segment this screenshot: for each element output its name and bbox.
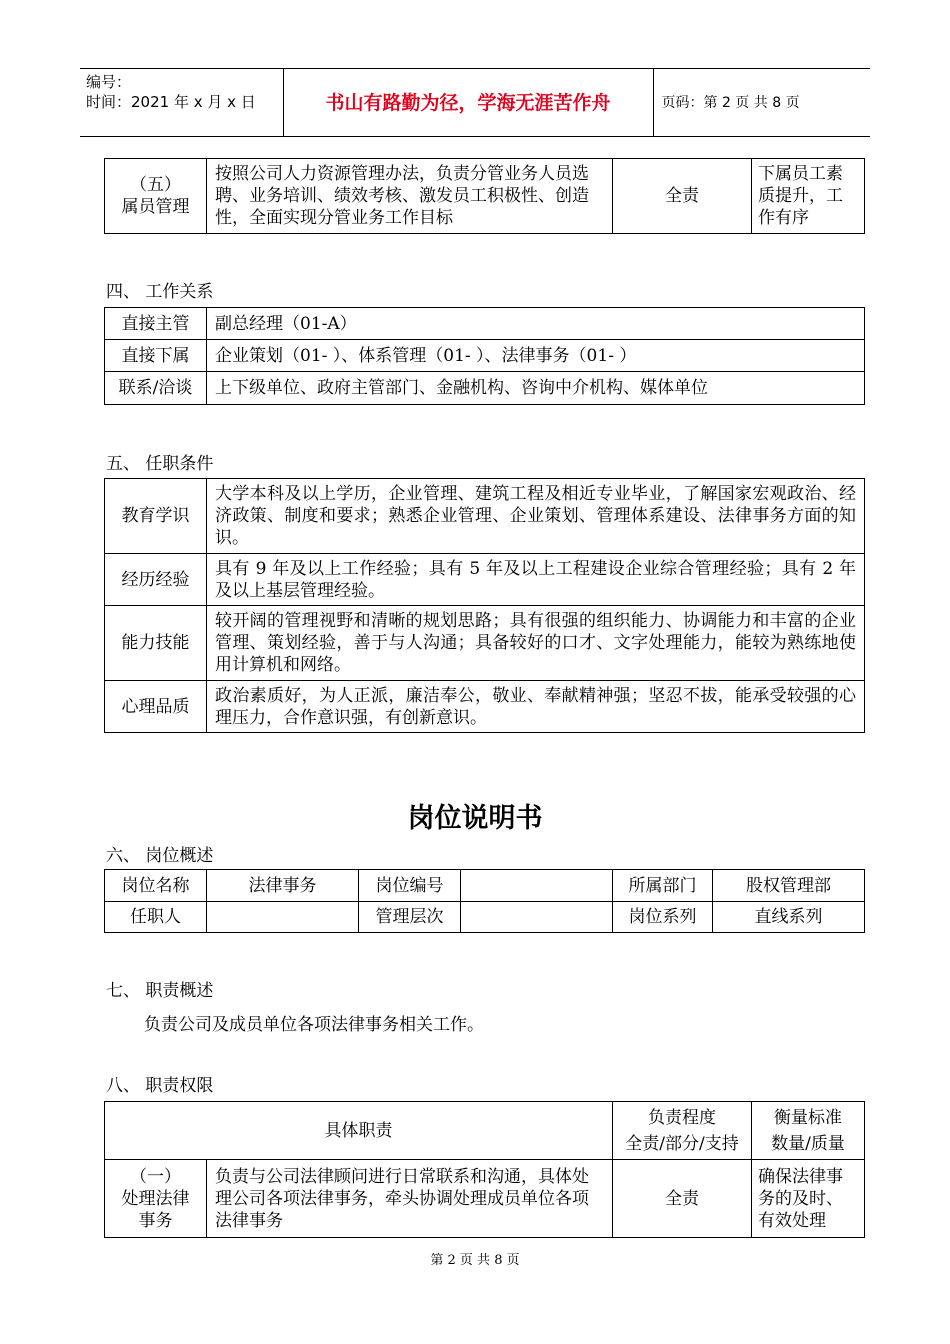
qualification-row	[105, 606, 865, 681]
overview-row	[105, 902, 865, 933]
duty-desc: 按照公司人力资源管理办法，负责分管业务人员选聘、业务培训、绩效考核、激发员工积极性、创造性，全面实现分管业务工作目标	[207, 159, 613, 234]
qualification-row	[105, 681, 865, 733]
header-duty: 具体职责	[105, 1102, 613, 1160]
duty-row	[105, 1160, 865, 1238]
overview-cell: 岗位名称	[105, 870, 207, 902]
duty-authority-table	[104, 1101, 865, 1238]
page-footer: 第 2 页 共 8 页	[430, 1253, 520, 1268]
relation-row	[105, 340, 865, 372]
overview-cell: 所属部门	[613, 870, 713, 902]
relation-value: 企业策划（01- ）、体系管理（01- ）、法律事务（01- ）	[207, 340, 865, 372]
section-5-title: 五、 任职条件	[106, 454, 214, 474]
duty-degree: 全责	[613, 1160, 752, 1238]
qualification-row	[105, 479, 865, 554]
qualification-value: 政治素质好，为人正派，廉洁奉公，敬业、奉献精神强；坚忍不拔，能承受较强的心理压力，合作意识强，有创新意识。	[207, 681, 865, 733]
overview-cell	[461, 870, 613, 902]
qualification-label: 心理品质	[105, 681, 207, 733]
section-7-title: 七、 职责概述	[106, 981, 214, 1001]
document-title: 岗位说明书	[407, 803, 543, 834]
overview-cell: 任职人	[105, 902, 207, 933]
duty-header-row	[105, 1102, 865, 1160]
overview-cell: 法律事务	[207, 870, 359, 902]
work-relations-table	[104, 307, 865, 405]
overview-cell: 管理层次	[359, 902, 461, 933]
qualification-value: 较开阔的管理视野和清晰的规划思路；具有很强的组织能力、协调能力和丰富的企业管理、策划经验，善于与人沟通；具备较好的口才、文字处理能力，能较为熟练地使用计算机和网络。	[207, 606, 865, 681]
section-6-title: 六、 岗位概述	[106, 846, 214, 866]
header-standard: 衡量标准 数量/质量	[752, 1102, 865, 1160]
page-header	[80, 68, 870, 137]
number-label: 编号：	[86, 73, 132, 91]
header-left	[80, 69, 283, 137]
duty-summary-text: 负责公司及成员单位各项法律事务相关工作。	[144, 1015, 484, 1035]
relation-value: 副总经理（01-A）	[207, 308, 865, 340]
date-text: 时间：2021 年 x 月 x 日	[86, 93, 256, 111]
section-4-title: 四、 工作关系	[106, 282, 214, 302]
section-8-title: 八、 职责权限	[106, 1076, 214, 1096]
relation-label: 联系/洽谈	[105, 372, 207, 405]
qualification-label: 经历经验	[105, 554, 207, 606]
position-overview-table	[104, 869, 865, 933]
duty-standard: 下属员工素质提升，工作有序	[752, 159, 865, 234]
qualification-row	[105, 554, 865, 606]
overview-cell: 股权管理部	[713, 870, 865, 902]
duty-standard: 确保法律事务的及时、有效处理	[752, 1160, 865, 1238]
relation-row	[105, 372, 865, 405]
page-indicator: 页码：第 2 页 共 8 页	[653, 69, 870, 137]
qualification-label: 能力技能	[105, 606, 207, 681]
header-degree: 负责程度 全责/部分/支持	[613, 1102, 752, 1160]
duty-table-cont	[104, 158, 865, 234]
duty-degree: 全责	[613, 159, 752, 234]
relation-label: 直接下属	[105, 340, 207, 372]
overview-cell	[461, 902, 613, 933]
overview-row	[105, 870, 865, 902]
relation-value: 上下级单位、政府主管部门、金融机构、咨询中介机构、媒体单位	[207, 372, 865, 405]
qualification-value: 大学本科及以上学历，企业管理、建筑工程及相近专业毕业，了解国家宏观政治、经济政策、制度和要求；熟悉企业管理、企业策划、管理体系建设、法律事务方面的知识。	[207, 479, 865, 554]
overview-cell	[207, 902, 359, 933]
duty-label: （五） 属员管理	[105, 159, 207, 234]
qualification-value: 具有 9 年及以上工作经验；具有 5 年及以上工程建设企业综合管理经验；具有 2 年及以上基层管理经验。	[207, 554, 865, 606]
relation-label: 直接主管	[105, 308, 207, 340]
motto: 书山有路勤为径，学海无涯苦作舟	[283, 69, 653, 137]
qualifications-table	[104, 478, 865, 733]
overview-cell: 直线系列	[713, 902, 865, 933]
duty-label: （一） 处理法律 事务	[105, 1160, 207, 1238]
relation-row	[105, 308, 865, 340]
overview-cell: 岗位系列	[613, 902, 713, 933]
qualification-label: 教育学识	[105, 479, 207, 554]
overview-cell: 岗位编号	[359, 870, 461, 902]
duty-desc: 负责与公司法律顾问进行日常联系和沟通，具体处理公司各项法律事务，牵头协调处理成员单位各项法律事务	[207, 1160, 613, 1238]
